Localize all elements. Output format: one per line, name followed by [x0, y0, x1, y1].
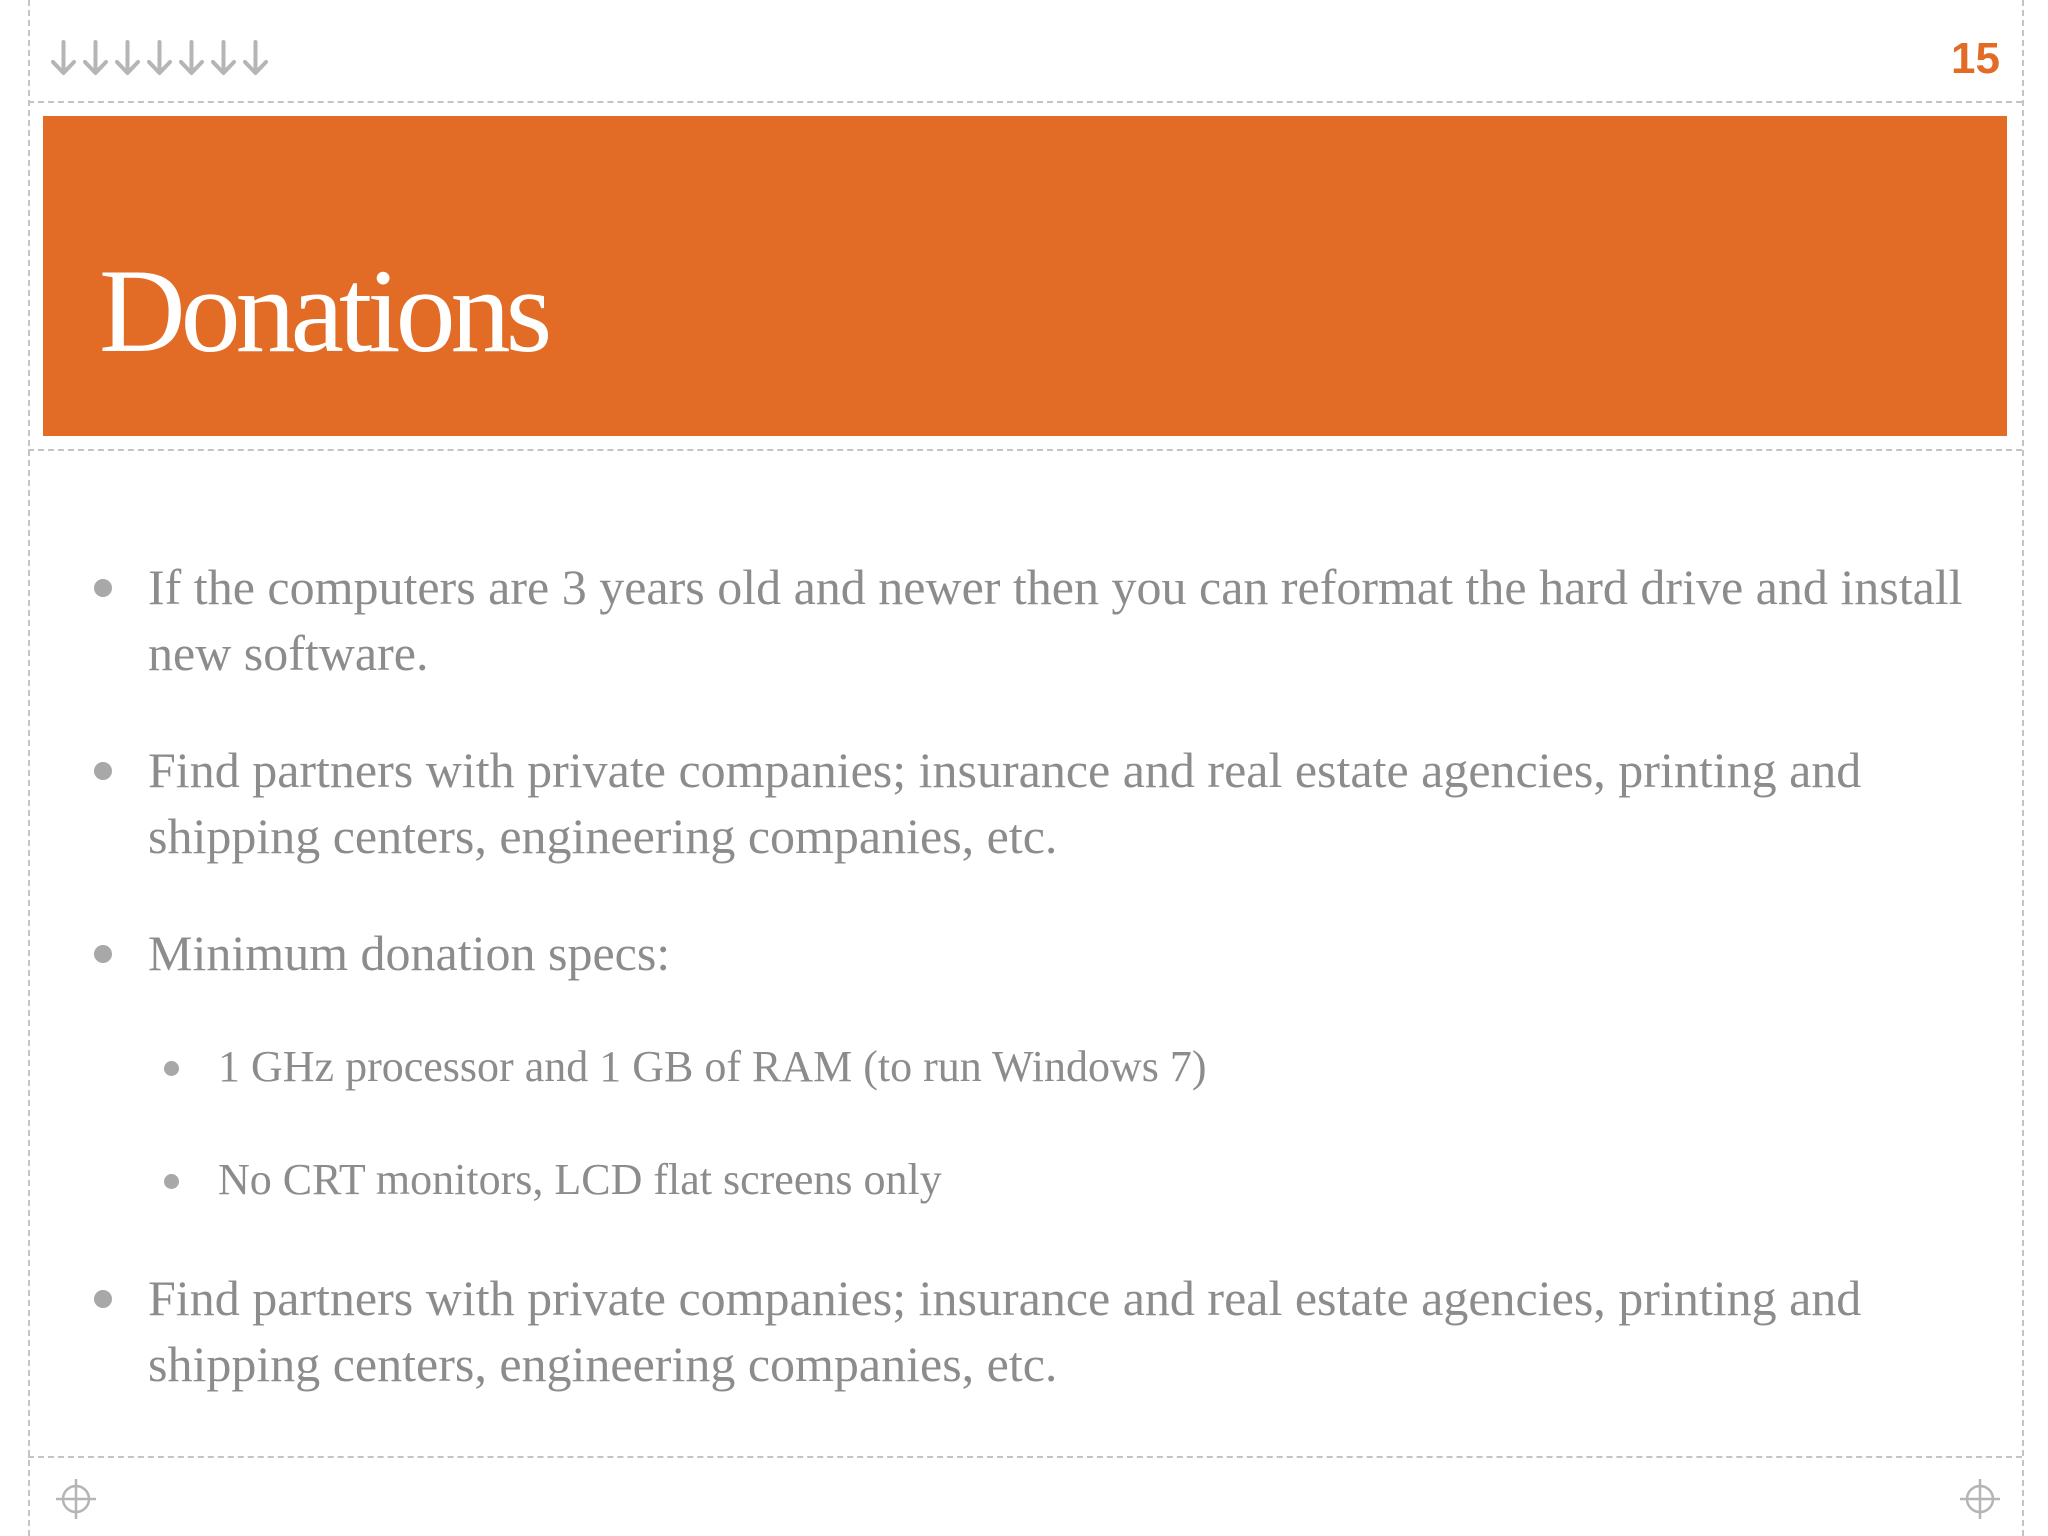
arrow-down-icon	[242, 38, 269, 78]
bullet-item	[148, 920, 1968, 986]
bullet-text: No CRT monitors, LCD flat screens only	[218, 1155, 942, 1204]
arrow-down-icon	[210, 38, 237, 78]
sub-bullet-item	[218, 1037, 1918, 1097]
crosshair-icon	[54, 1477, 98, 1521]
guide-line-header	[28, 101, 2022, 103]
bullet-text: Find partners with private companies; insurance and real estate agencies, printing and shipping centers, engineering companies, etc.	[148, 742, 1862, 864]
arrow-down-icon	[146, 38, 173, 78]
bullet-text: 1 GHz processor and 1 GB of RAM (to run Windows 7)	[218, 1042, 1207, 1091]
bullet-item	[148, 737, 1968, 869]
arrow-down-icon	[82, 38, 109, 78]
bullet-text: If the computers are 3 years old and newer then you can reformat the hard drive and install new software.	[148, 559, 1963, 681]
guide-line-title	[28, 449, 2022, 451]
guide-line-footer	[28, 1456, 2022, 1458]
bullet-dot	[164, 1174, 179, 1189]
bullet-dot	[94, 579, 112, 597]
bullet-dot	[94, 1290, 112, 1308]
guide-line-left	[28, 0, 30, 1536]
slide-title: Donations	[99, 244, 548, 377]
arrow-down-icon	[50, 38, 77, 78]
sub-bullet-item	[218, 1150, 1918, 1210]
bullet-dot	[94, 945, 112, 963]
guide-line-right	[2022, 0, 2024, 1536]
slide-number: 15	[1951, 34, 2000, 83]
bullet-text: Minimum donation specs:	[148, 925, 671, 981]
arrow-down-icon	[178, 38, 205, 78]
arrow-down-icon	[114, 38, 141, 78]
title-banner	[43, 116, 2007, 436]
bullet-item	[148, 1265, 1968, 1397]
crosshair-icon	[1958, 1477, 2002, 1521]
arrow-row	[50, 38, 269, 78]
bullet-dot	[164, 1061, 179, 1076]
bullet-dot	[94, 762, 112, 780]
bullet-item	[148, 554, 1968, 686]
bullet-text: Find partners with private companies; insurance and real estate agencies, printing and shipping centers, engineering companies, etc.	[148, 1270, 1862, 1392]
